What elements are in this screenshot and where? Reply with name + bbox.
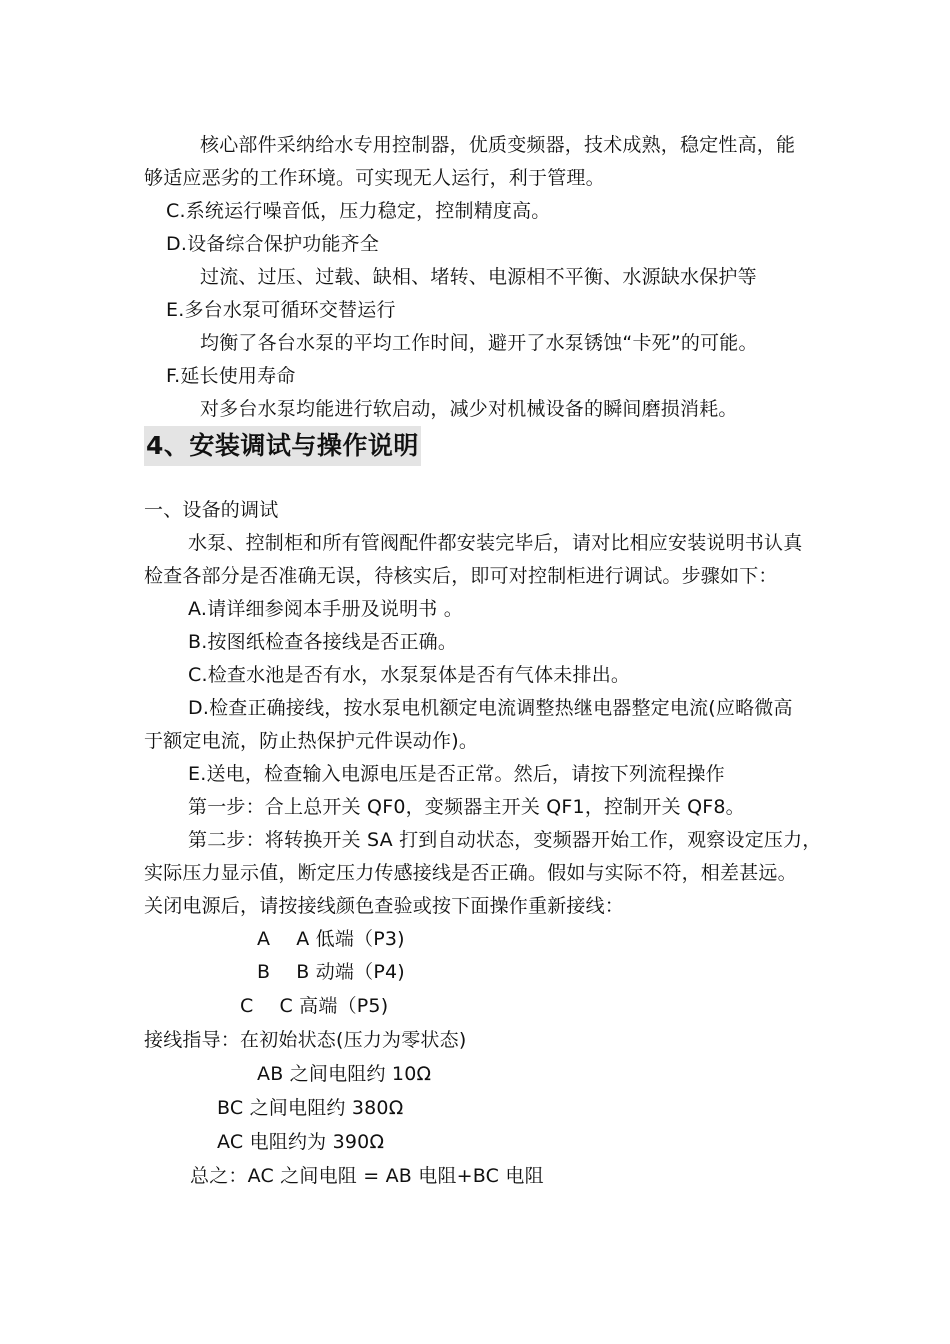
debug-title: 一、设备的调试 [144,499,279,521]
feature-d-text: 过流、过压、过载、缺相、堵转、电源相不平衡、水源缺水保护等 [200,266,757,288]
wiring-ac: AC 电阻约为 390Ω [217,1131,385,1153]
step-b: B.按图纸检查各接线是否正确。 [188,631,458,653]
terminal-letter: A [257,928,271,950]
feature-c: C.系统运行噪音低，压力稳定，控制精度高。 [166,200,551,222]
second-step-line-2: 实际压力显示值，断定压力传感接线是否正确。假如与实际不符，相差甚远。 [144,862,797,884]
second-step-line-1: 第二步：将转换开关 SA 打到自动状态，变频器开始工作，观察设定压力， [188,829,822,851]
wiring-bc: BC 之间电阻约 380Ω [217,1097,404,1119]
terminal-c [240,992,388,1020]
step-e: E.送电，检查输入电源电压是否正常。然后，请按下列流程操作 [188,763,725,785]
step-d-line-2: 于额定电流，防止热保护元件误动作)。 [144,730,479,752]
feature-f-text: 对多台水泵均能进行软启动，减少对机械设备的瞬间磨损消耗。 [200,398,738,420]
second-step-line-3: 关闭电源后，请按接线颜色查验或按下面操作重新接线： [144,895,625,917]
intro-line-2: 够适应恶劣的工作环境。可实现无人运行，利于管理。 [144,167,605,189]
terminal-a [257,925,405,953]
terminal-desc: C 高端（P5) [279,995,389,1017]
wiring-ab: AB 之间电阻约 10Ω [257,1063,432,1085]
step-c: C.检查水池是否有水，水泵泵体是否有气体未排出。 [188,664,631,686]
feature-f: F.延长使用寿命 [166,365,296,387]
wiring-summary: 总之：AC 之间电阻 = AB 电阻+BC 电阻 [190,1165,544,1187]
terminal-desc: B 动端（P4) [296,961,405,983]
wiring-guide: 接线指导：在初始状态(压力为零状态) [144,1029,467,1051]
step-a: A.请详细参阅本手册及说明书 。 [188,598,463,620]
terminal-letter: B [257,961,271,983]
feature-d: D.设备综合保护功能齐全 [166,233,380,255]
feature-e-text: 均衡了各台水泵的平均工作时间，避开了水泵锈蚀“卡死”的可能。 [200,332,758,354]
first-step: 第一步：合上总开关 QF0，变频器主开关 QF1，控制开关 QF8。 [188,796,745,818]
debug-paragraph-line-2: 检查各部分是否准确无误，待核实后，即可对控制柜进行调试。步骤如下： [144,565,778,587]
feature-e: E.多台水泵可循环交替运行 [166,299,396,321]
section-heading: 4、安装调试与操作说明 [144,426,421,466]
terminal-b [257,958,405,986]
terminal-desc: A 低端（P3) [296,928,405,950]
terminal-letter: C [240,995,254,1017]
debug-paragraph-line-1: 水泵、控制柜和所有管阀配件都安装完毕后，请对比相应安装说明书认真 [188,532,803,554]
intro-line-1: 核心部件采纳给水专用控制器，优质变频器，技术成熟，稳定性高，能 [200,134,796,156]
step-d-line-1: D.检查正确接线，按水泵电机额定电流调整热继电器整定电流(应略微高 [188,697,793,719]
